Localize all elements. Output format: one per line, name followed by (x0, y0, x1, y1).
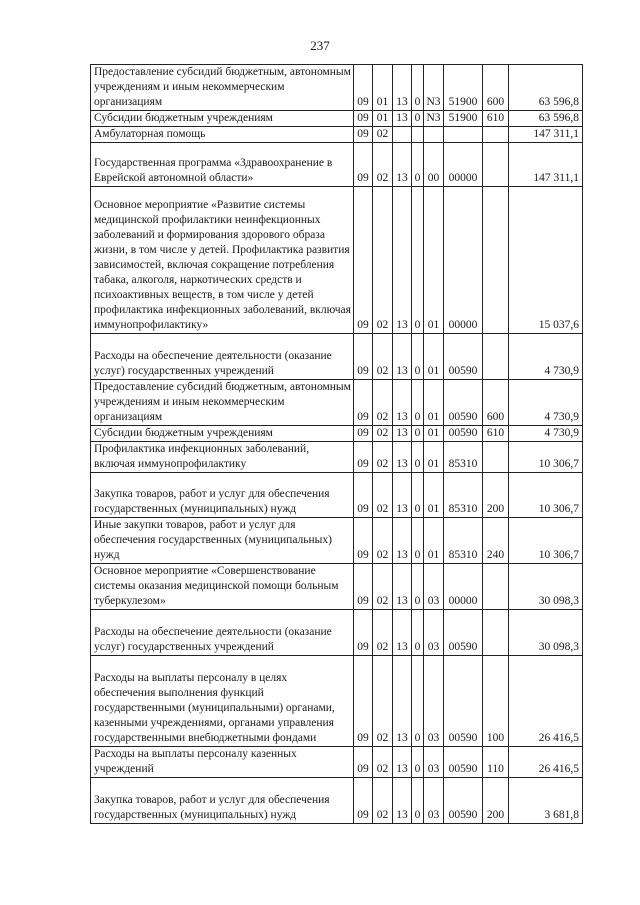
row-name: Закупка товаров, работ и услуг для обеспечения государственных (муниципальных) нужд (91, 778, 354, 824)
subsection-code: 02 (373, 518, 393, 564)
activity-code: 01 (424, 518, 444, 564)
program-code: 13 (393, 656, 412, 747)
amount: 26 416,5 (509, 747, 583, 778)
row-name: Расходы на обеспечение деятельности (оказание услуг) государственных учреждений (91, 610, 354, 656)
section-code: 09 (354, 610, 373, 656)
direction-code: 51900 (444, 65, 483, 111)
subsection-code: 02 (373, 778, 393, 824)
activity-code: 03 (424, 564, 444, 610)
table-row (91, 473, 583, 518)
activity-code: 01 (424, 442, 444, 473)
expense-type-code: 610 (483, 426, 509, 442)
table-row (91, 656, 583, 747)
subprogram-code: 0 (412, 518, 424, 564)
subprogram-code: 0 (412, 747, 424, 778)
section-code: 09 (354, 65, 373, 111)
section-code: 09 (354, 111, 373, 127)
expense-type-code: 200 (483, 778, 509, 824)
subsection-code: 02 (373, 473, 393, 518)
table-row (91, 518, 583, 564)
table-row (91, 143, 583, 187)
expense-type-code: 110 (483, 747, 509, 778)
expense-type-code (483, 564, 509, 610)
subsection-code: 02 (373, 656, 393, 747)
amount: 63 596,8 (509, 111, 583, 127)
expense-type-code (483, 442, 509, 473)
activity-code: 01 (424, 426, 444, 442)
row-name: Субсидии бюджетным учреждениям (91, 111, 354, 127)
section-code: 09 (354, 187, 373, 334)
subprogram-code: 0 (412, 778, 424, 824)
table-row (91, 127, 583, 143)
direction-code (444, 127, 483, 143)
section-code: 09 (354, 778, 373, 824)
program-code: 13 (393, 442, 412, 473)
subprogram-code: 0 (412, 334, 424, 380)
subsection-code: 01 (373, 65, 393, 111)
row-name: Основное мероприятие «Совершенствование системы оказания медицинской помощи больным туберкулезом» (91, 564, 354, 610)
program-code: 13 (393, 187, 412, 334)
table-row (91, 111, 583, 127)
direction-code: 00000 (444, 564, 483, 610)
subprogram-code: 0 (412, 111, 424, 127)
activity-code: 01 (424, 187, 444, 334)
amount: 10 306,7 (509, 473, 583, 518)
subprogram-code: 0 (412, 473, 424, 518)
expense-type-code: 600 (483, 65, 509, 111)
section-code: 09 (354, 380, 373, 426)
activity-code (424, 127, 444, 143)
amount: 4 730,9 (509, 426, 583, 442)
program-code: 13 (393, 473, 412, 518)
amount: 4 730,9 (509, 380, 583, 426)
row-name: Расходы на обеспечение деятельности (оказание услуг) государственных учреждений (91, 334, 354, 380)
row-name: Субсидии бюджетным учреждениям (91, 426, 354, 442)
direction-code: 51900 (444, 111, 483, 127)
subsection-code: 02 (373, 334, 393, 380)
section-code: 09 (354, 143, 373, 187)
direction-code: 85310 (444, 473, 483, 518)
table-row (91, 187, 583, 334)
subsection-code: 02 (373, 380, 393, 426)
row-name: Предоставление субсидий бюджетным, автономным учреждениям и иным некоммерческим организациям (91, 380, 354, 426)
row-name: Расходы на выплаты персоналу казенных учреждений (91, 747, 354, 778)
row-name: Профилактика инфекционных заболеваний, включая иммунопрофилактику (91, 442, 354, 473)
amount: 10 306,7 (509, 442, 583, 473)
expense-type-code: 600 (483, 380, 509, 426)
activity-code: 03 (424, 778, 444, 824)
activity-code: 00 (424, 143, 444, 187)
table-row (91, 610, 583, 656)
section-code: 09 (354, 747, 373, 778)
section-code: 09 (354, 334, 373, 380)
row-name: Основное мероприятие «Развитие системы медицинской профилактики неинфекционных заболеваний и формирования здорового образа жизни, в том числе у детей. Профилактика развития зависимостей, включая сокращение потребления табака, алкоголя, наркотических средств и психоактивных веществ, в том числе у детей профилактика инфекционных заболеваний, включая иммунопрофилактику» (91, 187, 354, 334)
activity-code: N3 (424, 111, 444, 127)
amount: 15 037,6 (509, 187, 583, 334)
expense-type-code: 100 (483, 656, 509, 747)
amount: 4 730,9 (509, 334, 583, 380)
program-code (393, 127, 412, 143)
section-code: 09 (354, 127, 373, 143)
amount: 10 306,7 (509, 518, 583, 564)
row-name: Иные закупки товаров, работ и услуг для обеспечения государственных (муниципальных) нужд (91, 518, 354, 564)
expense-type-code: 240 (483, 518, 509, 564)
expense-type-code (483, 610, 509, 656)
subsection-code: 02 (373, 127, 393, 143)
subsection-code: 02 (373, 564, 393, 610)
subprogram-code: 0 (412, 187, 424, 334)
subprogram-code: 0 (412, 380, 424, 426)
table-row (91, 442, 583, 473)
section-code: 09 (354, 518, 373, 564)
table-row (91, 564, 583, 610)
table-row (91, 426, 583, 442)
expense-type-code (483, 127, 509, 143)
subprogram-code (412, 127, 424, 143)
program-code: 13 (393, 778, 412, 824)
expense-type-code (483, 334, 509, 380)
activity-code: 01 (424, 473, 444, 518)
amount: 30 098,3 (509, 610, 583, 656)
program-code: 13 (393, 747, 412, 778)
activity-code: N3 (424, 65, 444, 111)
section-code: 09 (354, 564, 373, 610)
amount: 63 596,8 (509, 65, 583, 111)
table-row (91, 334, 583, 380)
row-name: Государственная программа «Здравоохранение в Еврейской автономной области» (91, 143, 354, 187)
program-code: 13 (393, 564, 412, 610)
subprogram-code: 0 (412, 610, 424, 656)
direction-code: 00590 (444, 610, 483, 656)
section-code: 09 (354, 442, 373, 473)
activity-code: 03 (424, 747, 444, 778)
program-code: 13 (393, 334, 412, 380)
amount: 147 311,1 (509, 127, 583, 143)
activity-code: 01 (424, 380, 444, 426)
subprogram-code: 0 (412, 143, 424, 187)
direction-code: 00000 (444, 187, 483, 334)
direction-code: 00000 (444, 143, 483, 187)
table-row (91, 778, 583, 824)
program-code: 13 (393, 380, 412, 426)
subprogram-code: 0 (412, 426, 424, 442)
subsection-code: 02 (373, 747, 393, 778)
activity-code: 01 (424, 334, 444, 380)
direction-code: 00590 (444, 334, 483, 380)
subsection-code: 02 (373, 610, 393, 656)
amount: 30 098,3 (509, 564, 583, 610)
program-code: 13 (393, 65, 412, 111)
program-code: 13 (393, 143, 412, 187)
expense-type-code (483, 187, 509, 334)
table-row (91, 747, 583, 778)
direction-code: 00590 (444, 380, 483, 426)
row-name: Расходы на выплаты персоналу в целях обеспечения выполнения функций государственными (муниципальными) органами, казенными учреждениями, органами управления государственными внебюджетными фондами (91, 656, 354, 747)
amount: 26 416,5 (509, 656, 583, 747)
expense-type-code: 610 (483, 111, 509, 127)
subsection-code: 02 (373, 187, 393, 334)
program-code: 13 (393, 426, 412, 442)
program-code: 13 (393, 518, 412, 564)
table-row (91, 65, 583, 111)
activity-code: 03 (424, 656, 444, 747)
section-code: 09 (354, 473, 373, 518)
direction-code: 85310 (444, 442, 483, 473)
row-name: Предоставление субсидий бюджетным, автономным учреждениям и иным некоммерческим организациям (91, 65, 354, 111)
section-code: 09 (354, 656, 373, 747)
subsection-code: 02 (373, 426, 393, 442)
subprogram-code: 0 (412, 442, 424, 473)
direction-code: 00590 (444, 426, 483, 442)
subsection-code: 02 (373, 143, 393, 187)
section-code: 09 (354, 426, 373, 442)
expense-type-code (483, 143, 509, 187)
expense-type-code: 200 (483, 473, 509, 518)
row-name: Амбулаторная помощь (91, 127, 354, 143)
page-number: 237 (310, 38, 330, 53)
table-row (91, 380, 583, 426)
subprogram-code: 0 (412, 656, 424, 747)
activity-code: 03 (424, 610, 444, 656)
amount: 147 311,1 (509, 143, 583, 187)
program-code: 13 (393, 111, 412, 127)
direction-code: 00590 (444, 656, 483, 747)
budget-table (90, 64, 583, 824)
direction-code: 00590 (444, 747, 483, 778)
direction-code: 00590 (444, 778, 483, 824)
subsection-code: 01 (373, 111, 393, 127)
subsection-code: 02 (373, 442, 393, 473)
program-code: 13 (393, 610, 412, 656)
direction-code: 85310 (444, 518, 483, 564)
amount: 3 681,8 (509, 778, 583, 824)
row-name: Закупка товаров, работ и услуг для обеспечения государственных (муниципальных) нужд (91, 473, 354, 518)
subprogram-code: 0 (412, 65, 424, 111)
subprogram-code: 0 (412, 564, 424, 610)
